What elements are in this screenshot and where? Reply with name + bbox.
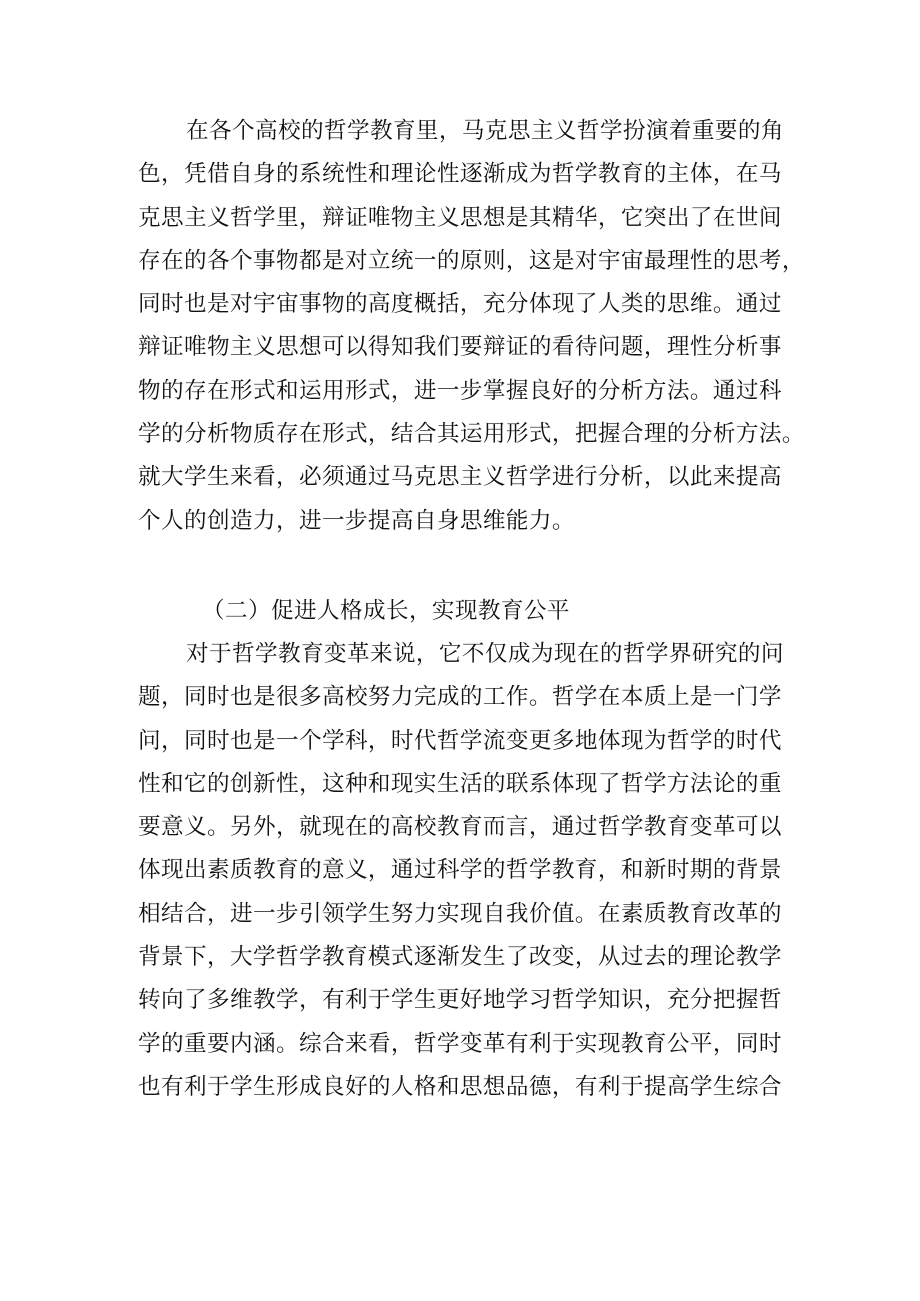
text-line: 题，同时也是很多高校努力完成的工作。哲学在本质上是一门学	[138, 684, 782, 711]
text-line: 学的重要内涵。综合来看，哲学变革有利于实现教育公平，同时	[138, 1030, 782, 1057]
text-line: 就大学生来看，必须通过马克思主义哲学进行分析，以此来提高	[138, 464, 782, 491]
text-line: 体现出素质教育的意义，通过科学的哲学教育，和新时期的背景	[138, 857, 782, 884]
text-line: 对于哲学教育变革来说，它不仅成为现在的哲学界研究的问	[186, 641, 784, 667]
text-line: 辩证唯物主义思想可以得知我们要辩证的看待问题，理性分析事	[138, 334, 782, 361]
text-line: 个人的创造力，进一步提高自身思维能力。	[138, 507, 575, 534]
text-line: 相结合，进一步引领学生努力实现自我价值。在素质教育改革的	[138, 900, 782, 927]
paragraph-marxist-philosophy	[138, 110, 805, 543]
section-heading-text: （二）促进人格成长，实现教育公平	[202, 598, 570, 624]
text-line: 在各个高校的哲学教育里，马克思主义哲学扮演着重要的角	[186, 118, 784, 144]
text-line: 性和它的创新性，这种和现实生活的联系体现了哲学方法论的重	[138, 770, 782, 797]
section-heading	[138, 590, 784, 633]
text-line: 也有利于学生形成良好的人格和思想品德，有利于提高学生综合	[138, 1073, 782, 1100]
text-line: 克思主义哲学里，辩证唯物主义思想是其精华，它突出了在世间	[138, 204, 782, 231]
text-line: 同时也是对宇宙事物的高度概括，充分体现了人类的思维。通过	[138, 291, 782, 318]
text-line: 背景下，大学哲学教育模式逐渐发生了改变，从过去的理论教学	[138, 944, 782, 971]
text-line: 要意义。另外，就现在的高校教育而言，通过哲学教育变革可以	[138, 814, 782, 841]
text-line: 色，凭借自身的系统性和理论性逐渐成为哲学教育的主体，在马	[138, 161, 782, 188]
text-line: 存在的各个事物都是对立统一的原则，这是对宇宙最理性的思考，	[138, 247, 805, 274]
paragraph-education-reform	[138, 633, 784, 1109]
text-line: 转向了多维教学，有利于学生更好地学习哲学知识，充分把握哲	[138, 987, 782, 1014]
text-line: 问，同时也是一个学科，时代哲学流变更多地体现为哲学的时代	[138, 727, 782, 754]
text-line: 物的存在形式和运用形式，进一步掌握良好的分析方法。通过科	[138, 377, 782, 404]
text-line: 学的分析物质存在形式，结合其运用形式，把握合理的分析方法。	[138, 421, 805, 448]
